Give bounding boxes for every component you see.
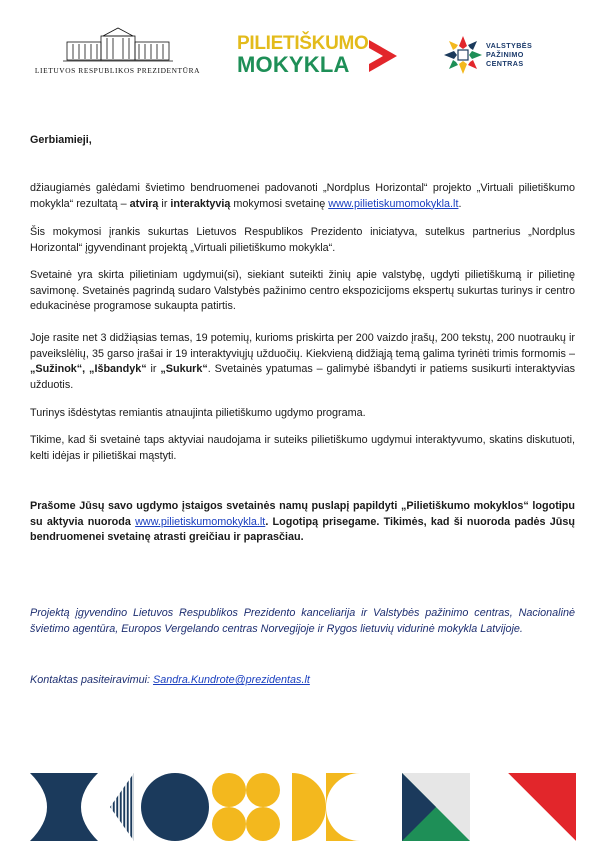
paragraph-program: Turinys išdėstytas remiantis atnaujinta pilietiškumo ugdymo programa. xyxy=(30,407,366,419)
greeting: Gerbiamieji, xyxy=(30,134,92,146)
pattern-small-circles xyxy=(212,773,280,841)
content-text: Joje rasite net 3 didžiąsias temas, 19 potemių, kurioms priskirta per 200 vaizdo įrašų, 200 tekstų, 200 nuotraukų ir paveikslėlių, 35 garso įrašai ir 19 interaktyviųjų užduočių. Kiekvieną didžiąją temą galima tyrinėti trimis formomis – xyxy=(30,332,575,360)
request-website-link[interactable]: www.pilietiskumomokykla.lt xyxy=(135,515,266,528)
intro-period: . xyxy=(458,197,462,210)
content-conjunction: ir xyxy=(146,363,161,375)
content-forms-bold: „Sužinok“, „Išbandyk“ xyxy=(30,363,147,375)
pattern-navy-circle xyxy=(141,773,209,841)
paragraph-request xyxy=(30,499,575,546)
school-logo-line2: MOKYKLA xyxy=(237,52,350,77)
pattern-green-triangles xyxy=(402,773,470,841)
presidency-logo xyxy=(30,26,205,75)
intro-bold-interactive: interaktyvią xyxy=(170,197,231,210)
paragraph-purpose: Svetainė yra skirta pilietiniam ugdymui(si), siekiant suteikti žinių apie valstybę, ugdyti pilietiškumą ir pilietinę savimonę. Svetainės pagrindą sudaro Valstybės pažinimo centro ekspozicijoms ekspertų sukurtas turinys ir centro edukacinėse programose sukaupta patirtis. xyxy=(30,269,575,312)
center-star-icon xyxy=(444,36,482,74)
center-logo-line3: CENTRAS xyxy=(486,59,524,68)
contact-label: Kontaktas pasiteiravimui: xyxy=(30,674,154,686)
content-create-bold: „Sukurk“ xyxy=(160,363,208,375)
pattern-yellow-halfcircle xyxy=(292,773,360,841)
center-logo-text xyxy=(486,41,532,68)
website-link[interactable]: www.pilietiskumomokykla.lt xyxy=(328,197,459,210)
contact-email-link[interactable]: Sandra.Kundrote@prezidentas.lt xyxy=(153,674,310,686)
pattern-red-triangle xyxy=(508,773,576,841)
intro-text-end: mokymosi svetainę xyxy=(230,197,329,210)
pattern-blue-lens xyxy=(30,773,98,841)
palace-icon xyxy=(63,26,173,64)
paragraph-initiative: Šis mokymosi įrankis sukurtas Lietuvos Respublikos Prezidento iniciatyva, sutelkus partnerius „Nordplus Horizontal“ įgyvendinant projektą „Virtuali pilietiškumo mokykla“. xyxy=(30,226,575,254)
intro-conjunction: ir xyxy=(158,197,171,210)
paragraph-hope: Tikime, kad ši svetainė taps aktyviai naudojama ir suteiks pilietiškumo ugdymui interaktyvumo, skatins diskutuoti, kelti idėjas ir pilietiškai mąstyti. xyxy=(30,434,575,462)
school-logo-line1: PILIETIŠKUMO xyxy=(237,33,369,54)
play-arrow-icon xyxy=(367,38,399,74)
request-text-end: . Logotipą prisegame. Tikimės, kad ši nuoroda padės Jūsų bendruomenei svetainę atrasti greičiau ir paprasčiau. xyxy=(30,515,575,543)
paragraph-content xyxy=(30,331,575,393)
content-text-end: . Svetainės ypatumas – galimybė išbandyti ir patiems susikurti interaktyvias užduotis. xyxy=(30,363,575,391)
paragraph-contact xyxy=(30,673,575,689)
intro-text: džiaugiamės galėdami švietimo bendruomenei padovanoti „Nordplus Horizontal“ projekto „Virtuali pilietiškumo mokykla“ rezultatą – xyxy=(30,182,575,210)
center-logo-line2: PAŽINIMO xyxy=(486,50,524,59)
paragraph-partners: Projektą įgyvendino Lietuvos Respublikos Prezidento kanceliarija ir Valstybės pažinimo centras, Nacionalinė švietimo agentūra, Europos Vergelando centras Norvegijoje ir Rygos lietuvių vidurinė mokykla Latvijoje. xyxy=(30,607,575,635)
school-logo xyxy=(237,34,397,79)
paragraph-intro xyxy=(30,181,575,212)
center-logo-line1: VALSTYBĖS xyxy=(486,41,533,50)
intro-bold-open: atvirą xyxy=(129,197,159,210)
presidency-name: LIETUVOS RESPUBLIKOS PREZIDENTŪRA xyxy=(34,66,201,75)
request-text: Prašome Jūsų savo ugdymo įstaigos svetainės namų puslapį papildyti „Pilietiškumo mokyklos“ logotipu su aktyvia nuoroda xyxy=(30,500,575,528)
letterhead xyxy=(0,0,596,100)
pattern-stripes xyxy=(110,773,134,841)
decorative-pattern xyxy=(30,773,576,841)
